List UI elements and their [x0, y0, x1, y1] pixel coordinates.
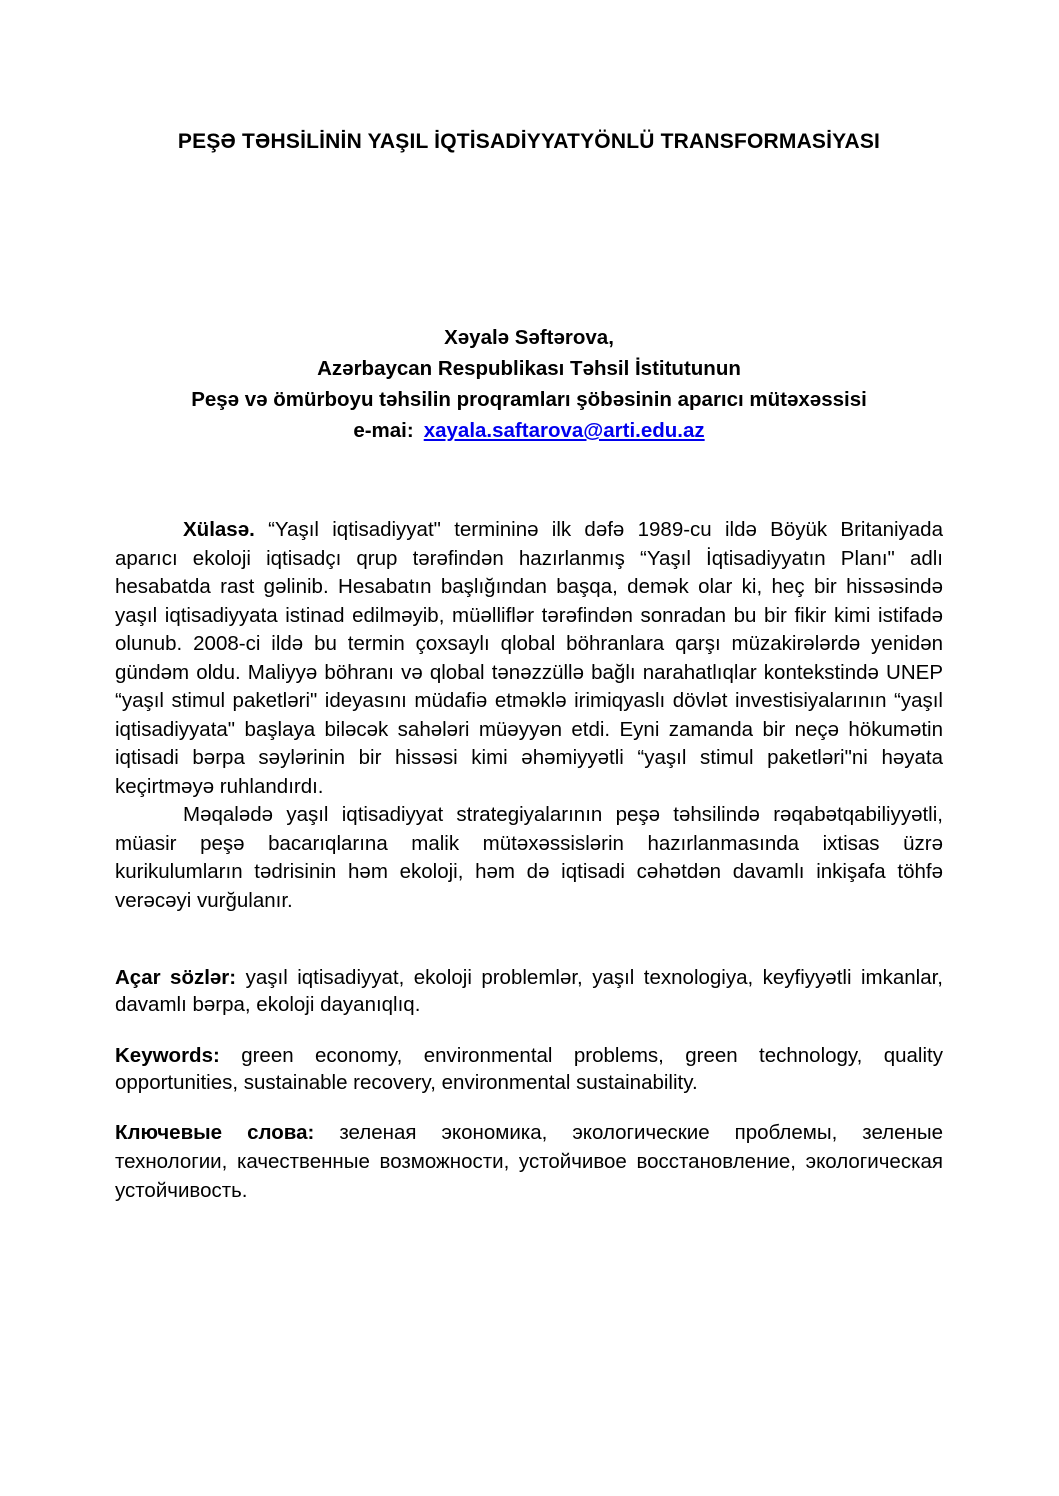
abstract-text-1: “Yaşıl iqtisadiyyat" termininə ilk dəfə 1989-cu ildə Böyük Britaniyada aparıcı ekoloji iqtisadçı qrup tərəfindən hazırlanmış “Yaşıl İqtisadiyyatın Planı" adlı hesabatda rast gəlinib. Hesabatın başlığından başqa, demək olar ki, heç bir hissəsində yaşıl iqtisadiyyata istinad edilməyib, müəlliflər tərəfindən sonradan bu bir fikir kimi istifadə olunub. 2008-ci ildə bu termin çoxsaylı qlobal böhranlara qarşı müzakirələrdə yenidən gündəm oldu. Maliyyə böhranı və qlobal tənəzzüllə bağlı narahatlıqlar kontekstində UNEP “yaşıl stimul paketləri" ideyasını müdafiə etməklə irimiqyaslı dövlət investisiyalarının “yaşıl iqtisadiyyata" başlaya biləcək sahələri müəyyən etdi. Eyni zamanda bir neçə hökumətin iqtisadi bərpa səylərinin bir hissəsi kimi əhəmiyyətli “yaşıl stimul paketləri"ni həyata keçirtməyə ruhlandırdı. [115, 518, 943, 798]
keywords-az-text: yaşıl iqtisadiyyat, ekoloji problemlər, yaşıl texnologiya, keyfiyyətli imkanlar, davamlı bərpa, ekoloji dayanıqlıq. [115, 966, 943, 1016]
keywords-ru-text: зеленая экономика, экологические проблемы, зеленые технологии, качественные возможности, устойчивое восстановление, экологическая устойчивость. [115, 1121, 943, 1202]
email-label: e-mai: [353, 419, 414, 442]
keywords-en-label: Keywords: [115, 1044, 220, 1067]
keywords-az-label: Açar sözlər: [115, 966, 237, 989]
keywords-en [115, 1042, 943, 1096]
keywords-ru-label: Ключевые слова: [115, 1121, 315, 1144]
abstract-section [115, 516, 943, 915]
email-link[interactable]: xayala.saftarova@arti.edu.az [423, 419, 705, 442]
keywords-az [115, 964, 943, 1018]
keywords-en-text: green economy, environmental problems, green technology, quality opportunities, sustainable recovery, environmental sustainability. [115, 1044, 943, 1094]
author-name: Xəyalə Səftərova, [444, 326, 614, 349]
abstract-paragraph-1 [115, 516, 943, 801]
author-position: Peşə və ömürboyu təhsilin proqramları şöbəsinin aparıcı mütəxəssisi [191, 388, 867, 411]
paper-title: PEŞƏ TƏHSİLİNİN YAŞIL İQTİSADİYYATYÖNLÜ TRANSFORMASİYASI [177, 130, 881, 153]
keywords-ru [115, 1118, 943, 1205]
abstract-paragraph-2: Məqalədə yaşıl iqtisadiyyat strategiyalarının peşə təhsilində rəqabətqabiliyyətli, müasir peşə bacarıqlarına malik mütəxəssislərin hazırlanmasında ixtisas üzrə kurikulumların tədrisinin həm ekoloji, həm də iqtisadi cəhətdən davamlı inkişafa töhfə verəcəyi vurğulanır. [115, 803, 943, 912]
author-affiliation: Azərbaycan Respublikası Təhsil İstitutunun [317, 357, 741, 380]
author-block [115, 322, 943, 446]
email-line [115, 415, 943, 446]
abstract-label: Xülasə. [183, 518, 255, 541]
